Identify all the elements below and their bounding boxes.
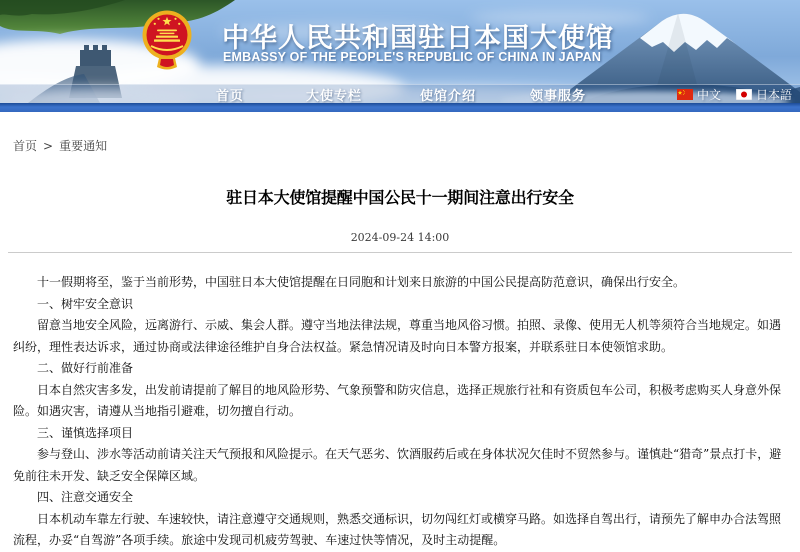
article-paragraph: 十一假期将至，鉴于当前形势，中国驻日本大使馆提醒在日同胞和计划来日旅游的中国公民提高防范意识，确保出行安全。	[37, 275, 686, 289]
site-header	[0, 0, 800, 112]
nav-item-embassy-intro[interactable]: 使馆介绍	[420, 88, 477, 103]
breadcrumb-current-link[interactable]: 重要通知	[59, 139, 108, 153]
article-paragraph: 参与登山、涉水等活动前请关注天气预报和风险提示。在天气恶劣、饮酒服药后或在身体状况欠佳时不贸然参与。谨慎赴“猎奇”景点打卡，避免前往未开发、缺乏安全保障区域。	[13, 447, 782, 483]
section-heading-4: 四、注意交通安全	[37, 490, 134, 504]
site-title: 中华人民共和国驻日本国大使馆	[222, 23, 614, 53]
japan-flag-icon	[736, 89, 752, 100]
section-heading-1: 一、树牢安全意识	[37, 296, 134, 311]
breadcrumb-separator: >	[43, 139, 54, 153]
site-subtitle: EMBASSY OF THE PEOPLE'S REPUBLIC OF CHINA IN JAPAN	[223, 50, 602, 64]
header-bottom-bar	[0, 103, 800, 112]
article-paragraph: 留意当地安全风险，远离游行、示威、集会人群。遵守当地法律法规，尊重当地风俗习惯。拍照、录像、使用无人机等须符合当地规定。如遇纠纷，理性表达诉求，通过协商或法律途径维护自身合法权益。紧急情况请及时向日本警方报案，并联系驻日本使领馆求助。	[13, 318, 782, 354]
article-title: 驻日本大使馆提醒中国公民十一期间注意出行安全	[226, 188, 574, 207]
article-body	[0, 253, 800, 552]
nav-item-consular-service[interactable]: 领事服务	[530, 88, 587, 103]
china-flag-icon	[677, 89, 693, 100]
china-national-emblem-icon	[141, 8, 193, 74]
article-paragraph: 日本自然灾害多发，出发前请提前了解目的地风险形势、气象预警和防灾信息，选择正规旅行社和有资质包车公司，积极考虑购买人身意外保险。如遇灾害，请遵从当地指引避难，切勿擅自行动。	[13, 382, 782, 418]
section-heading-2: 二、做好行前准备	[37, 361, 134, 375]
language-switch	[677, 86, 792, 102]
section-heading-3: 三、谨慎选择项目	[37, 425, 134, 440]
lang-chinese-label: 中文	[696, 87, 721, 102]
article-date: 2024-09-24 14:00	[350, 231, 450, 244]
article-paragraph: 日本机动车靠左行驶、车速较快，请注意遵守交通规则，熟悉交通标识，切勿闯红灯或横穿马路。如选择自驾出行，请预先了解申办合法驾照流程，办妥“自驾游”各项手续。旅途中发现司机疲劳驾驶、车速过快等情况，及时主动提醒。	[13, 511, 782, 547]
breadcrumb	[13, 137, 800, 154]
nav-item-home[interactable]: 首页	[216, 88, 245, 103]
lang-chinese-button[interactable]	[677, 86, 721, 103]
lang-japanese-label: 日本語	[755, 87, 792, 102]
breadcrumb-home-link[interactable]: 首页	[13, 139, 38, 153]
nav-item-ambassador-column[interactable]: 大使专栏	[306, 88, 363, 103]
lang-japanese-button[interactable]	[736, 86, 792, 103]
